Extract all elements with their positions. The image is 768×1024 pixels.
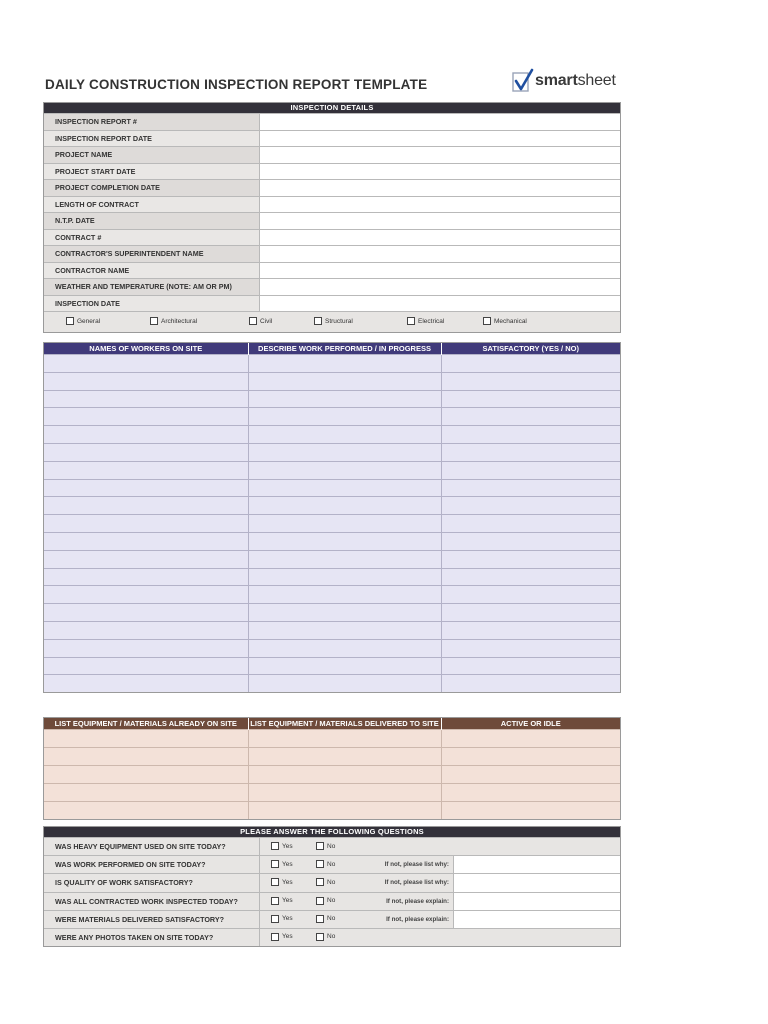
worker-name-cell[interactable] xyxy=(44,586,248,604)
satisfactory-cell[interactable] xyxy=(441,355,620,373)
active-idle-cell[interactable] xyxy=(441,730,620,748)
followup-answer-field[interactable] xyxy=(453,893,620,910)
detail-label: PROJECT NAME xyxy=(44,147,260,164)
satisfactory-cell[interactable] xyxy=(441,372,620,390)
no-option[interactable] xyxy=(316,878,335,886)
inspection-details-table xyxy=(44,113,620,311)
worker-name-cell[interactable] xyxy=(44,408,248,426)
category-label: Electrical xyxy=(418,317,445,325)
satisfactory-cell[interactable] xyxy=(441,443,620,461)
satisfactory-cell[interactable] xyxy=(441,461,620,479)
equip-col-active-idle: ACTIVE OR IDLE xyxy=(441,718,620,730)
satisfactory-cell[interactable] xyxy=(441,568,620,586)
satisfactory-cell[interactable] xyxy=(441,497,620,515)
detail-label: LENGTH OF CONTRACT xyxy=(44,196,260,213)
detail-label: CONTRACT # xyxy=(44,229,260,246)
followup-label: If not, please list why: xyxy=(384,861,449,869)
worker-row xyxy=(44,372,620,390)
yes-label: Yes xyxy=(282,842,293,850)
checkbox-icon[interactable] xyxy=(249,317,257,325)
workers-table xyxy=(44,343,620,692)
category-label: Civil xyxy=(260,317,273,325)
active-idle-cell[interactable] xyxy=(441,784,620,802)
category-option[interactable] xyxy=(150,317,197,325)
checkbox-icon[interactable] xyxy=(483,317,491,325)
satisfactory-cell[interactable] xyxy=(441,390,620,408)
checkbox-icon[interactable] xyxy=(66,317,74,325)
category-option[interactable] xyxy=(483,317,527,325)
checkbox-icon[interactable] xyxy=(271,915,279,923)
detail-label: CONTRACTOR'S SUPERINTENDENT NAME xyxy=(44,246,260,263)
category-option[interactable] xyxy=(249,317,272,325)
work-performed-cell[interactable] xyxy=(248,497,441,515)
inspection-details-section xyxy=(43,102,621,333)
worker-name-cell[interactable] xyxy=(44,657,248,675)
detail-row xyxy=(44,147,620,164)
worker-name-cell[interactable] xyxy=(44,621,248,639)
detail-value-field[interactable] xyxy=(260,196,621,213)
equip-delivered-cell[interactable] xyxy=(248,802,441,820)
satisfactory-cell[interactable] xyxy=(441,479,620,497)
question-row xyxy=(44,856,620,874)
work-performed-cell[interactable] xyxy=(248,586,441,604)
detail-row xyxy=(44,279,620,296)
no-label: No xyxy=(327,878,336,886)
yes-option[interactable] xyxy=(271,933,293,941)
checkbox-icon[interactable] xyxy=(316,915,324,923)
detail-row xyxy=(44,130,620,147)
detail-row xyxy=(44,180,620,197)
worker-row xyxy=(44,355,620,373)
detail-row xyxy=(44,163,620,180)
detail-value-field[interactable] xyxy=(260,163,621,180)
worker-row xyxy=(44,426,620,444)
category-label: Structural xyxy=(325,317,353,325)
active-idle-cell[interactable] xyxy=(441,748,620,766)
equipment-section xyxy=(43,717,621,820)
detail-value-field[interactable] xyxy=(260,130,621,147)
question-row xyxy=(44,928,620,946)
worker-name-cell[interactable] xyxy=(44,479,248,497)
detail-value-field[interactable] xyxy=(260,114,621,131)
category-label: Mechanical xyxy=(494,317,527,325)
inspection-details-header: INSPECTION DETAILS xyxy=(44,103,620,113)
satisfactory-cell[interactable] xyxy=(441,550,620,568)
worker-row xyxy=(44,479,620,497)
checkbox-icon[interactable] xyxy=(316,878,324,886)
work-performed-cell[interactable] xyxy=(248,621,441,639)
equip-on-site-cell[interactable] xyxy=(44,730,248,748)
satisfactory-cell[interactable] xyxy=(441,515,620,533)
workers-col-work: DESCRIBE WORK PERFORMED / IN PROGRESS xyxy=(248,343,441,355)
worker-name-cell[interactable] xyxy=(44,532,248,550)
category-option[interactable] xyxy=(407,317,444,325)
detail-value-field[interactable] xyxy=(260,229,621,246)
worker-name-cell[interactable] xyxy=(44,639,248,657)
worker-row xyxy=(44,408,620,426)
no-option[interactable] xyxy=(316,860,335,868)
detail-label: PROJECT COMPLETION DATE xyxy=(44,180,260,197)
work-performed-cell[interactable] xyxy=(248,515,441,533)
equip-delivered-cell[interactable] xyxy=(248,766,441,784)
category-option[interactable] xyxy=(66,317,100,325)
satisfactory-cell[interactable] xyxy=(441,657,620,675)
yes-label: Yes xyxy=(282,915,293,923)
yes-label: Yes xyxy=(282,933,293,941)
smartsheet-logo xyxy=(512,68,616,94)
detail-row xyxy=(44,262,620,279)
checkbox-icon[interactable] xyxy=(271,878,279,886)
worker-name-cell[interactable] xyxy=(44,390,248,408)
worker-name-cell[interactable] xyxy=(44,497,248,515)
check-icon xyxy=(512,68,534,94)
detail-label: INSPECTION REPORT # xyxy=(44,114,260,131)
worker-row xyxy=(44,532,620,550)
answer-cell xyxy=(260,892,621,910)
worker-name-cell[interactable] xyxy=(44,355,248,373)
detail-row xyxy=(44,196,620,213)
detail-row xyxy=(44,229,620,246)
question-label: WERE MATERIALS DELIVERED SATISFACTORY? xyxy=(44,910,260,928)
questions-header: PLEASE ANSWER THE FOLLOWING QUESTIONS xyxy=(44,827,620,837)
worker-name-cell[interactable] xyxy=(44,515,248,533)
checkbox-icon[interactable] xyxy=(271,842,279,850)
equip-col-delivered: LIST EQUIPMENT / MATERIALS DELIVERED TO SITE xyxy=(248,718,441,730)
no-label: No xyxy=(327,933,336,941)
yes-label: Yes xyxy=(282,860,293,868)
worker-row xyxy=(44,550,620,568)
work-performed-cell[interactable] xyxy=(248,568,441,586)
yes-option[interactable] xyxy=(271,860,293,868)
detail-value-field[interactable] xyxy=(260,262,621,279)
question-row xyxy=(44,874,620,892)
worker-row xyxy=(44,390,620,408)
questions-table xyxy=(44,837,620,946)
no-label: No xyxy=(327,915,336,923)
equip-on-site-cell[interactable] xyxy=(44,802,248,820)
logo-wordmark-bold: smart xyxy=(535,72,578,89)
detail-row xyxy=(44,213,620,230)
yes-option[interactable] xyxy=(271,897,293,905)
checkbox-icon[interactable] xyxy=(407,317,415,325)
checkbox-icon[interactable] xyxy=(314,317,322,325)
no-option[interactable] xyxy=(316,933,335,941)
detail-row xyxy=(44,114,620,131)
worker-name-cell[interactable] xyxy=(44,426,248,444)
question-row xyxy=(44,838,620,856)
satisfactory-cell[interactable] xyxy=(441,586,620,604)
work-performed-cell[interactable] xyxy=(248,639,441,657)
satisfactory-cell[interactable] xyxy=(441,426,620,444)
answer-cell xyxy=(260,838,621,856)
work-performed-cell[interactable] xyxy=(248,443,441,461)
no-label: No xyxy=(327,842,336,850)
worker-row xyxy=(44,497,620,515)
work-performed-cell[interactable] xyxy=(248,657,441,675)
detail-label: PROJECT START DATE xyxy=(44,163,260,180)
worker-row xyxy=(44,657,620,675)
satisfactory-cell[interactable] xyxy=(441,675,620,692)
no-label: No xyxy=(327,897,336,905)
detail-label: INSPECTION DATE xyxy=(44,295,260,311)
equipment-row xyxy=(44,730,620,748)
detail-value-field[interactable] xyxy=(260,246,621,263)
active-idle-cell[interactable] xyxy=(441,766,620,784)
worker-row xyxy=(44,604,620,622)
category-label: General xyxy=(77,317,101,325)
equip-delivered-cell[interactable] xyxy=(248,748,441,766)
question-label: IS QUALITY OF WORK SATISFACTORY? xyxy=(44,874,260,892)
yes-label: Yes xyxy=(282,897,293,905)
category-option[interactable] xyxy=(314,317,353,325)
satisfactory-cell[interactable] xyxy=(441,532,620,550)
question-label: WAS WORK PERFORMED ON SITE TODAY? xyxy=(44,856,260,874)
detail-label: N.T.P. DATE xyxy=(44,213,260,230)
question-label: WAS ALL CONTRACTED WORK INSPECTED TODAY? xyxy=(44,892,260,910)
no-option[interactable] xyxy=(316,897,335,905)
satisfactory-cell[interactable] xyxy=(441,621,620,639)
question-row xyxy=(44,892,620,910)
checkbox-icon[interactable] xyxy=(271,897,279,905)
detail-label: CONTRACTOR NAME xyxy=(44,262,260,279)
equipment-table xyxy=(44,718,620,819)
checkbox-icon[interactable] xyxy=(150,317,158,325)
worker-name-cell[interactable] xyxy=(44,604,248,622)
active-idle-cell[interactable] xyxy=(441,802,620,820)
detail-value-field[interactable] xyxy=(260,279,621,296)
worker-name-cell[interactable] xyxy=(44,372,248,390)
detail-label: WEATHER AND TEMPERATURE (NOTE: AM OR PM) xyxy=(44,279,260,296)
satisfactory-cell[interactable] xyxy=(441,604,620,622)
worker-row xyxy=(44,586,620,604)
worker-row xyxy=(44,621,620,639)
work-performed-cell[interactable] xyxy=(248,355,441,373)
answer-cell xyxy=(260,856,621,874)
work-performed-cell[interactable] xyxy=(248,426,441,444)
question-label: WERE ANY PHOTOS TAKEN ON SITE TODAY? xyxy=(44,928,260,946)
work-performed-cell[interactable] xyxy=(248,390,441,408)
worker-name-cell[interactable] xyxy=(44,675,248,692)
satisfactory-cell[interactable] xyxy=(441,408,620,426)
satisfactory-cell[interactable] xyxy=(441,639,620,657)
worker-row xyxy=(44,675,620,692)
question-label: WAS HEAVY EQUIPMENT USED ON SITE TODAY? xyxy=(44,838,260,856)
questions-section xyxy=(43,826,621,947)
category-label: Architectural xyxy=(161,317,198,325)
detail-row xyxy=(44,246,620,263)
work-performed-cell[interactable] xyxy=(248,675,441,692)
equip-delivered-cell[interactable] xyxy=(248,730,441,748)
followup-answer-field[interactable] xyxy=(453,856,620,873)
question-row xyxy=(44,910,620,928)
yes-label: Yes xyxy=(282,878,293,886)
answer-cell xyxy=(260,910,621,928)
checkbox-icon[interactable] xyxy=(316,860,324,868)
answer-cell xyxy=(260,928,621,946)
followup-answer-field[interactable] xyxy=(453,874,620,891)
worker-row xyxy=(44,443,620,461)
no-option[interactable] xyxy=(316,915,335,923)
checkbox-icon[interactable] xyxy=(316,897,324,905)
yes-option[interactable] xyxy=(271,915,293,923)
detail-row xyxy=(44,295,620,311)
yes-option[interactable] xyxy=(271,842,293,850)
detail-value-field[interactable] xyxy=(260,295,621,311)
yes-option[interactable] xyxy=(271,878,293,886)
followup-label: If not, please list why: xyxy=(384,879,449,887)
work-performed-cell[interactable] xyxy=(248,461,441,479)
worker-row xyxy=(44,461,620,479)
worker-row xyxy=(44,568,620,586)
checkbox-icon[interactable] xyxy=(271,933,279,941)
no-option[interactable] xyxy=(316,842,335,850)
followup-label: If not, please explain: xyxy=(386,915,449,923)
page-title: DAILY CONSTRUCTION INSPECTION REPORT TEMPLATE xyxy=(45,77,428,92)
detail-value-field[interactable] xyxy=(260,213,621,230)
worker-row xyxy=(44,515,620,533)
category-checkboxes xyxy=(44,311,620,332)
logo-wordmark-rest: sheet xyxy=(577,72,616,89)
equipment-row xyxy=(44,784,620,802)
no-label: No xyxy=(327,860,336,868)
checkbox-icon[interactable] xyxy=(316,933,324,941)
checkbox-icon[interactable] xyxy=(316,842,324,850)
logo-wordmark xyxy=(535,72,616,90)
answer-cell xyxy=(260,874,621,892)
followup-answer-field[interactable] xyxy=(453,911,620,928)
work-performed-cell[interactable] xyxy=(248,479,441,497)
workers-section xyxy=(43,342,621,693)
workers-col-satisfactory: SATISFACTORY (YES / NO) xyxy=(441,343,620,355)
work-performed-cell[interactable] xyxy=(248,604,441,622)
equipment-row xyxy=(44,748,620,766)
workers-col-names: NAMES OF WORKERS ON SITE xyxy=(44,343,248,355)
worker-name-cell[interactable] xyxy=(44,461,248,479)
followup-label: If not, please explain: xyxy=(386,897,449,905)
worker-name-cell[interactable] xyxy=(44,550,248,568)
equip-on-site-cell[interactable] xyxy=(44,748,248,766)
detail-value-field[interactable] xyxy=(260,180,621,197)
equipment-row xyxy=(44,802,620,820)
work-performed-cell[interactable] xyxy=(248,372,441,390)
equip-on-site-cell[interactable] xyxy=(44,766,248,784)
work-performed-cell[interactable] xyxy=(248,532,441,550)
worker-name-cell[interactable] xyxy=(44,443,248,461)
work-performed-cell[interactable] xyxy=(248,550,441,568)
detail-value-field[interactable] xyxy=(260,147,621,164)
equipment-row xyxy=(44,766,620,784)
checkbox-icon[interactable] xyxy=(271,860,279,868)
detail-label: INSPECTION REPORT DATE xyxy=(44,130,260,147)
work-performed-cell[interactable] xyxy=(248,408,441,426)
equip-delivered-cell[interactable] xyxy=(248,784,441,802)
worker-name-cell[interactable] xyxy=(44,568,248,586)
worker-row xyxy=(44,639,620,657)
equip-on-site-cell[interactable] xyxy=(44,784,248,802)
equip-col-on-site: LIST EQUIPMENT / MATERIALS ALREADY ON SITE xyxy=(44,718,248,730)
